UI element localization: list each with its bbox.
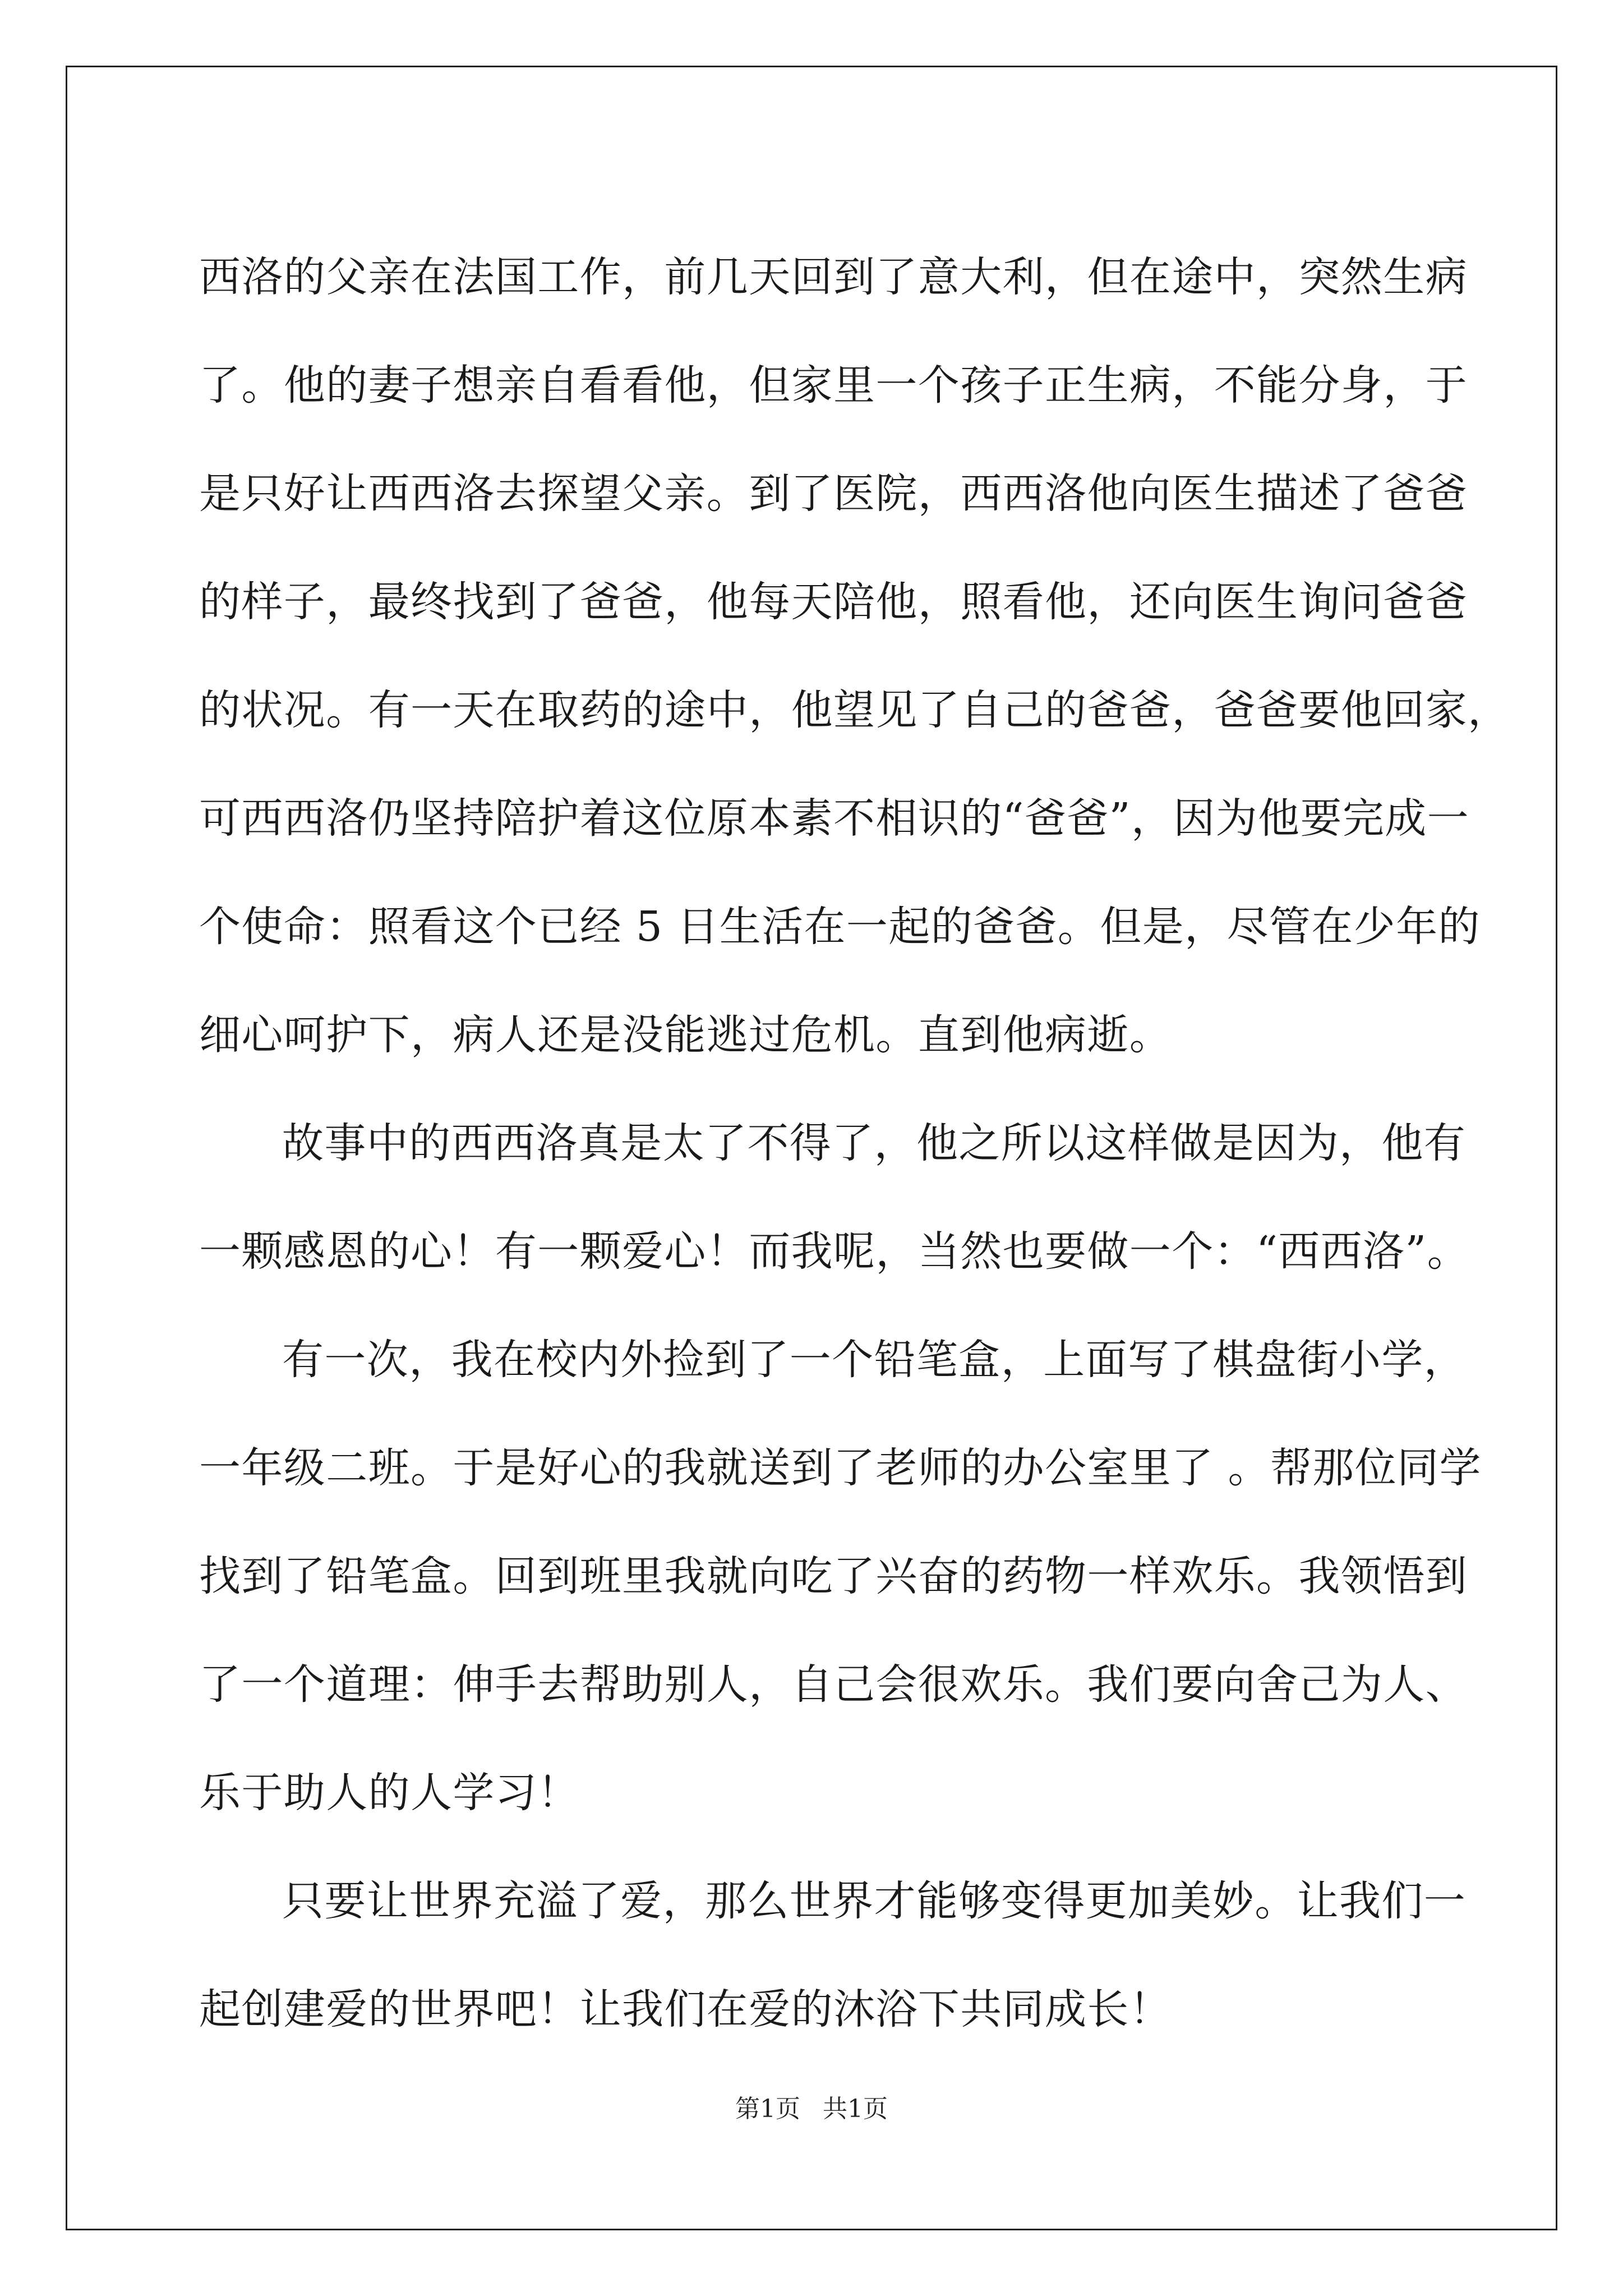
text-line: 可西西洛仍坚持陪护着这位原本素不相识的“爸爸”，因为他要完成一 bbox=[199, 794, 1470, 843]
page-footer bbox=[0, 2092, 1623, 2126]
text-line: 个使命：照看这个已经 5 日生活在一起的爸爸。但是，尽管在少年的 bbox=[199, 903, 1481, 951]
text-line: 故事中的西西洛真是太了不得了，他之所以这样做是因为，他有 bbox=[282, 1119, 1467, 1167]
text-line: 的样子，最终找到了爸爸，他每天陪他，照看他，还向医生询问爸爸 bbox=[199, 578, 1468, 626]
text-line: 的状况。有一天在取药的途中，他望见了自己的爸爸，爸爸要他回家， bbox=[199, 686, 1510, 734]
page-total: 共1页 bbox=[823, 2095, 888, 2123]
text-line: 了。他的妻子想亲自看看他，但家里一个孩子正生病，不能分身，于 bbox=[199, 361, 1468, 409]
document-body bbox=[199, 223, 1510, 2064]
text-line: 西洛的父亲在法国工作，前几天回到了意大利，但在途中，突然生病 bbox=[199, 253, 1468, 301]
text-line: 有一次，我在校内外捡到了一个铅笔盒，上面写了棋盘街小学， bbox=[282, 1336, 1467, 1384]
text-line: 乐于助人的人学习！ bbox=[199, 1769, 580, 1817]
text-line: 细心呵护下，病人还是没能逃过危机。直到他病逝。 bbox=[199, 1011, 1172, 1059]
text-line: 了一个道理：伸手去帮助别人，自己会很欢乐。我们要向舍己为人、 bbox=[199, 1660, 1468, 1709]
text-line: 只要让世界充溢了爱，那么世界才能够变得更加美妙。让我们一 bbox=[282, 1877, 1467, 1925]
page-number: 第1页 bbox=[735, 2095, 800, 2123]
text-line: 一颗感恩的心！有一颗爱心！而我呢，当然也要做一个：“西西洛”。 bbox=[199, 1227, 1470, 1276]
text-line: 起创建爱的世界吧！让我们在爱的沐浴下共同成长！ bbox=[199, 1985, 1172, 2033]
text-line: 一年级二班。于是好心的我就送到了老师的办公室里了 。帮那位同学 bbox=[199, 1444, 1482, 1492]
text-line: 找到了铅笔盒。回到班里我就向吃了兴奋的药物一样欢乐。我领悟到 bbox=[199, 1552, 1468, 1600]
text-line: 是只好让西西洛去探望父亲。到了医院，西西洛他向医生描述了爸爸 bbox=[199, 470, 1468, 518]
